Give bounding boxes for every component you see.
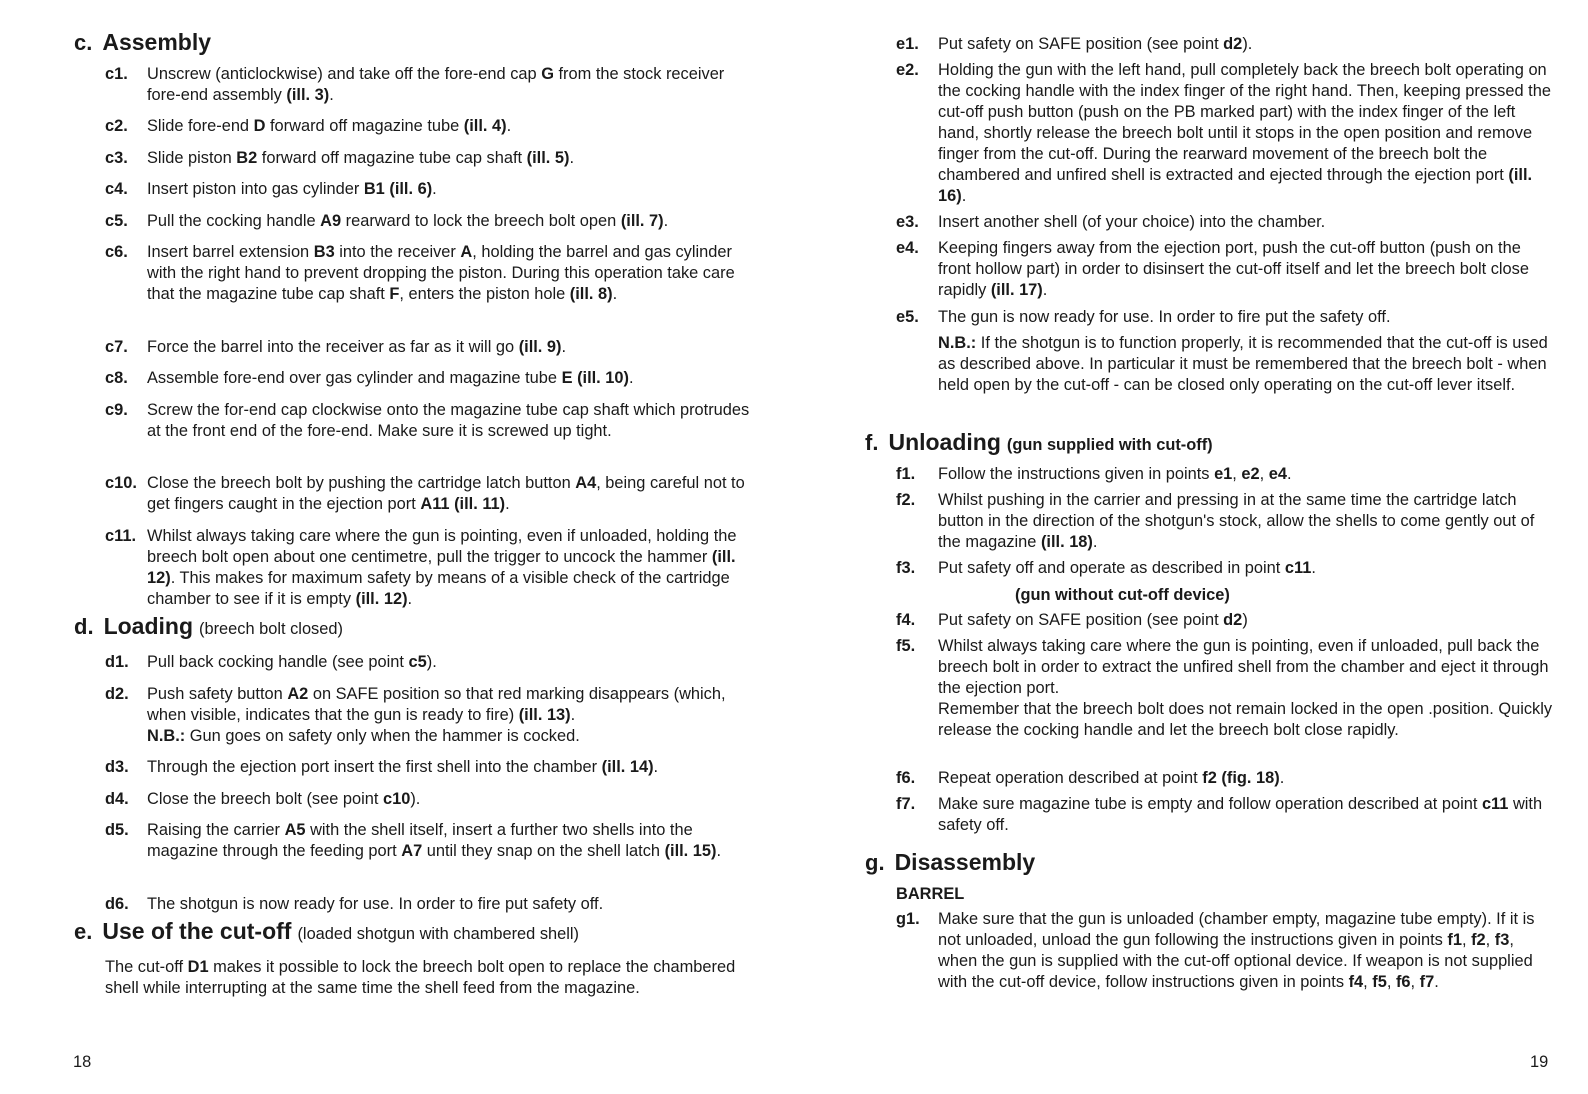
- subheading-barrel: BARREL: [896, 885, 965, 903]
- page-number-left: 18: [73, 1053, 92, 1071]
- page-number-right: 19: [1530, 1053, 1549, 1071]
- section-letter: e.: [74, 919, 93, 944]
- item-label: e2.: [896, 61, 919, 79]
- item-text: Whilst always taking care where the gun is pointing, even if unloaded, holding the breech bolt open about one centimetre, pull the trigger to uncock the hammer (ill. 12). This makes for maximum safety by means of a visible check of the cartridge chamber to see if it is empty (ill. 12).: [147, 527, 737, 608]
- section-subtitle: (loaded shotgun with chambered shell): [297, 925, 580, 943]
- item-label: c4.: [105, 180, 128, 198]
- item-text: Slide fore-end D forward off magazine tube (ill. 4).: [147, 117, 512, 135]
- item-text: Repeat operation described at point f2 (fig. 18).: [938, 769, 1285, 787]
- item-label: g1.: [896, 910, 920, 928]
- item-label: d3.: [105, 758, 129, 776]
- item-label: f3.: [896, 559, 916, 577]
- item-label: e3.: [896, 213, 919, 231]
- item-text: Unscrew (anticlockwise) and take off the fore-end cap G from the stock receiver fore-end assembly (ill. 3).: [147, 65, 725, 104]
- section-c-heading: [74, 29, 212, 56]
- section-g-heading: [865, 849, 1036, 876]
- item-text: Push safety button A2 on SAFE position so that red marking disappears (which, when visible, indicates that the gun is ready to fire) (ill. 13). N.B.: Gun goes on safety only when the hammer is cocked.: [147, 685, 726, 745]
- item-text: Assemble fore-end over gas cylinder and magazine tube E (ill. 10).: [147, 369, 634, 387]
- item-label: d1.: [105, 653, 129, 671]
- item-text: Holding the gun with the left hand, pull completely back the breech bolt operating on the cocking handle with the index finger of the right hand. Then, keeping pressed the cut-off push button (push on the PB marked part) with the index finger of the left hand, shortly release the breech bolt until it stops in the open position and remove finger from the cut-off. During the rearward movement of the breech bolt the chambered and unfired shell is extracted and ejected through the ejection port (ill. 16).: [938, 61, 1551, 205]
- item-text: Close the breech bolt by pushing the cartridge latch button A4, being careful not to get fingers caught in the ejection port A11 (ill. 11).: [147, 474, 745, 513]
- item-text: Whilst always taking care where the gun is pointing, even if unloaded, pull back the breech bolt in order to extract the unfired shell from the chamber and eject it through the ejection port. Remember that the breech bolt does not remain locked in the open .position. Quickly release the cocking handle and let the breech bolt close rapidly.: [938, 637, 1553, 739]
- item-label: c11.: [105, 527, 136, 545]
- section-letter: f.: [865, 430, 879, 455]
- item-label: f6.: [896, 769, 916, 787]
- cut-off-intro-paragraph: The cut-off D1 makes it possible to lock the breech bolt open to replace the chambered shell while interrupting at the same time the shell feed from the magazine.: [105, 958, 736, 997]
- item-label: e4.: [896, 239, 919, 257]
- item-text: Put safety on SAFE position (see point d2).: [938, 35, 1253, 53]
- section-letter: c.: [74, 30, 93, 55]
- item-text: Insert barrel extension B3 into the receiver A, holding the barrel and gas cylinder with the right hand to prevent dropping the piston. During this operation take care that the magazine tube cap shaft F, enters the piston hole (ill. 8).: [147, 243, 735, 303]
- item-label: e5.: [896, 308, 919, 326]
- item-text: Make sure magazine tube is empty and follow operation described at point c11 with safety off.: [938, 795, 1543, 834]
- item-label: c3.: [105, 149, 128, 167]
- item-label: f1.: [896, 465, 916, 483]
- item-text: Through the ejection port insert the first shell into the chamber (ill. 14).: [147, 758, 659, 776]
- item-text: Make sure that the gun is unloaded (chamber empty, magazine tube empty). If it is not unloaded, unload the gun following the instructions given in points f1, f2, f3, when the gun is supplied with the cut-off optional device. If weapon is not supplied with the cut-off device, follow instructions given in points f4, f5, f6, f7.: [938, 910, 1535, 991]
- item-text: Pull the cocking handle A9 rearward to lock the breech bolt open (ill. 7).: [147, 212, 669, 230]
- section-letter: d.: [74, 614, 94, 639]
- item-label: c2.: [105, 117, 128, 135]
- item-label: f4.: [896, 611, 916, 629]
- item-text: The shotgun is now ready for use. In order to fire put safety off.: [147, 895, 604, 913]
- section-subtitle: (gun supplied with cut-off): [1006, 436, 1213, 454]
- item-label: f5.: [896, 637, 916, 655]
- section-title: Loading: [103, 613, 193, 639]
- item-label: d6.: [105, 895, 129, 913]
- item-label: c8.: [105, 369, 128, 387]
- section-subtitle: (breech bolt closed): [199, 620, 343, 638]
- item-text: Insert piston into gas cylinder B1 (ill. 6).: [147, 180, 437, 198]
- item-text: Put safety on SAFE position (see point d2): [938, 611, 1248, 629]
- item-label: c5.: [105, 212, 128, 230]
- item-text: Put safety off and operate as described in point c11.: [938, 559, 1316, 577]
- item-label: f7.: [896, 795, 916, 813]
- nb-note: N.B.: If the shotgun is to function properly, it is recommended that the cut-off is used as described above. In particular it must be remembered that the breech bolt - when held open by the cut-off - can be closed only operating on the cut-off lever itself.: [938, 334, 1548, 394]
- item-label: d4.: [105, 790, 129, 808]
- section-d-heading: [74, 613, 343, 640]
- item-text: Force the barrel into the receiver as far as it will go (ill. 9).: [147, 338, 567, 356]
- item-label: c10.: [105, 474, 137, 492]
- item-label: e1.: [896, 35, 919, 53]
- item-label: d5.: [105, 821, 129, 839]
- item-text: The gun is now ready for use. In order to fire put the safety off.: [938, 308, 1391, 326]
- item-text: Whilst pushing in the carrier and pressing in at the same time the cartridge latch button in the direction of the shotgun's stock, allow the shells to come gently out of the magazine (ill. 18).: [938, 491, 1535, 551]
- item-label: c9.: [105, 401, 128, 419]
- item-text: Insert another shell (of your choice) into the chamber.: [938, 213, 1326, 231]
- item-label: c6.: [105, 243, 128, 261]
- item-text: Follow the instructions given in points e1, e2, e4.: [938, 465, 1292, 483]
- section-e-heading: [74, 918, 580, 945]
- section-title: Assembly: [102, 29, 212, 55]
- item-text: Screw the for-end cap clockwise onto the magazine tube cap shaft which protrudes at the front end of the fore-end. Make sure it is screwed up tight.: [147, 401, 750, 440]
- item-label: f2.: [896, 491, 916, 509]
- section-title: Unloading: [888, 429, 1001, 455]
- item-label: c7.: [105, 338, 128, 356]
- section-letter: g.: [865, 850, 885, 875]
- item-text: Raising the carrier A5 with the shell itself, insert a further two shells into the magazine through the feeding port A7 until they snap on the shell latch (ill. 15).: [147, 821, 722, 860]
- section-title: Use of the cut-off: [102, 918, 292, 944]
- item-label: d2.: [105, 685, 129, 703]
- section-f-heading: [865, 429, 1213, 456]
- item-label: c1.: [105, 65, 128, 83]
- item-text: Slide piston B2 forward off magazine tube cap shaft (ill. 5).: [147, 149, 575, 167]
- section-title: Disassembly: [894, 849, 1036, 875]
- item-text: Close the breech bolt (see point c10).: [147, 790, 421, 808]
- item-text: Keeping fingers away from the ejection port, push the cut-off button (push on the front hollow part) in order to disinsert the cut-off itself and let the breech bolt close rapidly (ill. 17).: [938, 239, 1529, 299]
- subheading-without-cut-off: (gun without cut-off device): [1015, 586, 1230, 604]
- item-text: Pull back cocking handle (see point c5).: [147, 653, 437, 671]
